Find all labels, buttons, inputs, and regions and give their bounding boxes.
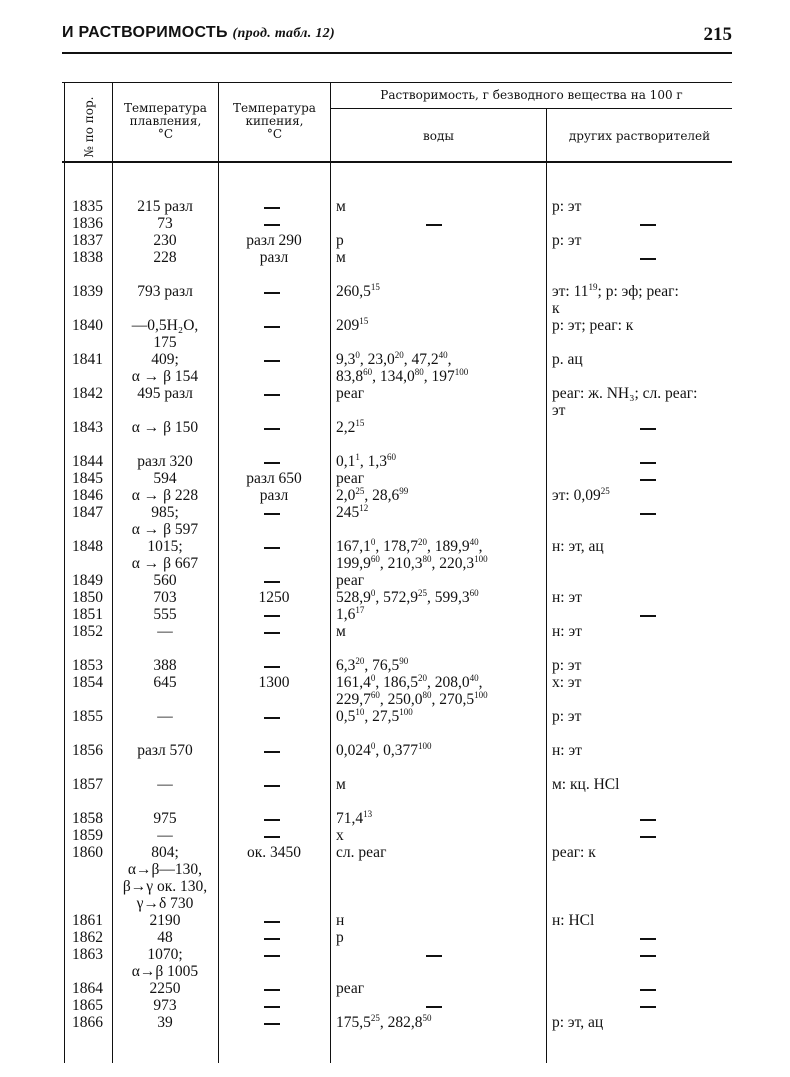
boiling-point-dash xyxy=(264,428,280,430)
solubility-other: н: HCl xyxy=(552,912,595,929)
row-number: 1837 xyxy=(72,232,103,249)
row-number: 1841 xyxy=(72,351,103,368)
boiling-point-dash xyxy=(264,819,280,821)
boiling-point xyxy=(219,742,339,759)
header-solubility: Растворимость, г безводного вещества на 100 г xyxy=(380,88,683,102)
solubility-other: р: эт xyxy=(552,708,582,725)
boiling-point xyxy=(219,1014,339,1031)
solubility-water: реаг xyxy=(336,572,365,589)
row-number: 1846 xyxy=(72,487,103,504)
solubility-other-dash xyxy=(640,479,656,481)
solubility-other xyxy=(552,453,672,470)
solubility-other xyxy=(552,810,672,827)
melting-point: 973 xyxy=(153,997,177,1014)
top-rule xyxy=(62,52,732,54)
melting-point: 215 разл xyxy=(137,198,193,215)
boiling-point xyxy=(219,946,339,963)
row-number: 1845 xyxy=(72,470,103,487)
solubility-other xyxy=(552,946,672,963)
solubility-other-dash xyxy=(640,428,656,430)
solubility-water: реаг xyxy=(336,470,365,487)
melting-point: 1070; xyxy=(147,946,183,963)
header-bottom-rule xyxy=(62,161,732,163)
melting-point: 975 xyxy=(153,810,177,827)
row-number: 1842 xyxy=(72,385,103,402)
row-number: 1858 xyxy=(72,810,103,827)
melting-point: α→β—130, xyxy=(127,861,203,878)
solubility-water: м xyxy=(336,198,346,215)
melting-point: 495 разл xyxy=(137,385,193,402)
melting-point: α → β 597 xyxy=(131,521,199,538)
row-number: 1857 xyxy=(72,776,103,793)
row-number: 1844 xyxy=(72,453,103,470)
row-number: 1851 xyxy=(72,606,103,623)
boiling-point xyxy=(219,504,339,521)
melting-point: — xyxy=(157,827,173,844)
solubility-other xyxy=(552,827,672,844)
melting-point: —0,5H₂O, xyxy=(131,317,199,334)
solubility-other xyxy=(552,997,672,1014)
boiling-point-dash xyxy=(264,513,280,515)
solubility-water: 0,024$^0$, 0,377$^{100}$ xyxy=(336,741,432,759)
boiling-point-dash xyxy=(264,394,280,396)
boiling-point xyxy=(219,810,339,827)
row-number: 1862 xyxy=(72,929,103,946)
boiling-point-dash xyxy=(264,938,280,940)
solubility-other: н: эт xyxy=(552,623,582,640)
row-number: 1839 xyxy=(72,283,103,300)
solubility-other-dash xyxy=(640,955,656,957)
solubility-other xyxy=(552,470,672,487)
melting-point: 594 xyxy=(153,470,177,487)
boiling-point xyxy=(219,997,339,1014)
col-rule-water xyxy=(546,109,547,1063)
row-number: 1836 xyxy=(72,215,103,232)
boiling-point-dash xyxy=(264,1006,280,1008)
solubility-water: 161,4$^0$, 186,5$^{20}$, 208,0$^{40}$, xyxy=(336,673,483,691)
solubility-other: х: эт xyxy=(552,674,582,691)
solubility-other: н: эт, ац xyxy=(552,538,604,555)
solubility-other: м: кц. HCl xyxy=(552,776,620,793)
melting-point: 1015; xyxy=(147,538,183,555)
melting-point: 388 xyxy=(153,657,177,674)
melting-point: разл 570 xyxy=(137,742,193,759)
solubility-other-dash xyxy=(640,1006,656,1008)
melting-point: α → β 150 xyxy=(131,419,199,436)
boiling-point-dash xyxy=(264,921,280,923)
row-number: 1863 xyxy=(72,946,103,963)
boiling-point-dash xyxy=(264,581,280,583)
col-rule-left xyxy=(64,83,65,1063)
solubility-other-dash xyxy=(640,224,656,226)
boiling-point: 1300 xyxy=(258,674,290,691)
row-number: 1865 xyxy=(72,997,103,1014)
boiling-point xyxy=(219,912,339,929)
boiling-point xyxy=(219,215,339,232)
row-number: 1850 xyxy=(72,589,103,606)
melting-point: γ→δ 730 xyxy=(136,895,194,912)
boiling-point: разл xyxy=(259,487,289,504)
melting-point: 560 xyxy=(153,572,177,589)
solubility-other: н: эт xyxy=(552,589,582,606)
melting-point: 48 xyxy=(157,929,173,946)
solubility-water: 175,5$^{25}$, 282,8$^{50}$ xyxy=(336,1013,432,1031)
solubility-other-dash xyxy=(640,462,656,464)
boiling-point xyxy=(219,980,339,997)
boiling-point-dash xyxy=(264,360,280,362)
melting-point: 645 xyxy=(153,674,177,691)
boiling-point-dash xyxy=(264,785,280,787)
header-bp-line-2: кипения, xyxy=(245,114,304,128)
melting-point: α → β 154 xyxy=(131,368,199,385)
boiling-point-dash xyxy=(264,326,280,328)
row-number: 1847 xyxy=(72,504,103,521)
solubility-water: н xyxy=(336,912,345,929)
row-number: 1838 xyxy=(72,249,103,266)
melting-point: α → β 228 xyxy=(131,487,199,504)
solubility-other: р: эт xyxy=(552,657,582,674)
solubility-water: $2,0^{25}$, 28,6$^{99}$ xyxy=(336,486,409,504)
melting-point: β→γ ок. 130, xyxy=(122,878,208,895)
solubility-water: сл. реаг xyxy=(336,844,387,861)
solubility-water: $6,3^{20}$, 76,5$^{90}$ xyxy=(336,656,409,674)
row-number: 1843 xyxy=(72,419,103,436)
melting-point: 409; xyxy=(151,351,179,368)
melting-point: 39 xyxy=(157,1014,173,1031)
melting-point: 2250 xyxy=(149,980,181,997)
boiling-point xyxy=(219,453,339,470)
melting-point: 230 xyxy=(153,232,177,249)
running-head-subtitle: (прод. табл. 12) xyxy=(232,26,335,41)
solubility-water: реаг xyxy=(336,385,365,402)
boiling-point: 1250 xyxy=(258,589,290,606)
solubility-other-dash xyxy=(640,938,656,940)
boiling-point-dash xyxy=(264,292,280,294)
melting-point: α→β 1005 xyxy=(131,963,199,980)
header-mp-line-2: плавления, xyxy=(129,114,202,128)
boiling-point-dash xyxy=(264,717,280,719)
boiling-point-dash xyxy=(264,207,280,209)
solubility-water: $0,5^{10}$, 27,5$^{100}$ xyxy=(336,707,413,725)
melting-point: 804; xyxy=(151,844,179,861)
boiling-point-dash xyxy=(264,836,280,838)
boiling-point xyxy=(219,317,339,334)
boiling-point xyxy=(219,776,339,793)
melting-point: 555 xyxy=(153,606,177,623)
row-number: 1853 xyxy=(72,657,103,674)
boiling-point-dash xyxy=(264,666,280,668)
solubility-other: р: эт, ац xyxy=(552,1014,604,1031)
boiling-point xyxy=(219,623,339,640)
boiling-point-dash xyxy=(264,1023,280,1025)
solubility-other xyxy=(552,504,672,521)
row-number: 1859 xyxy=(72,827,103,844)
boiling-point-dash xyxy=(264,462,280,464)
row-number: 1848 xyxy=(72,538,103,555)
solubility-other: реаг: к xyxy=(552,844,596,861)
solubility-other xyxy=(552,980,672,997)
solubility-other-dash xyxy=(640,513,656,515)
row-number: 1856 xyxy=(72,742,103,759)
header-bp-line-1: Температура xyxy=(233,101,316,115)
solubility-water-dash xyxy=(426,224,442,226)
solubility-other: эт: 0,09$^{25}$ xyxy=(552,486,610,504)
row-number: 1866 xyxy=(72,1014,103,1031)
boiling-point-dash xyxy=(264,955,280,957)
boiling-point xyxy=(219,385,339,402)
boiling-point-dash xyxy=(264,989,280,991)
solubility-water xyxy=(336,997,456,1014)
boiling-point xyxy=(219,198,339,215)
page-number: 215 xyxy=(703,24,732,45)
running-head xyxy=(62,24,732,48)
boiling-point-dash xyxy=(264,632,280,634)
row-number: 1854 xyxy=(72,674,103,691)
solubility-other: р: эт xyxy=(552,232,582,249)
boiling-point xyxy=(219,708,339,725)
solubility-water: 229,7$^{60}$, 250,0$^{80}$, 270,5$^{100}$ xyxy=(336,690,488,708)
solubility-water: м xyxy=(336,776,346,793)
boiling-point: ок. 3450 xyxy=(246,844,302,861)
solubility-water: $1,6^{17}$ xyxy=(336,605,365,623)
solubility-other: к xyxy=(552,300,560,317)
boiling-point-dash xyxy=(264,547,280,549)
solubility-other: р. ац xyxy=(552,351,583,368)
solubility-water xyxy=(336,215,456,232)
row-number: 1852 xyxy=(72,623,103,640)
solubility-other-dash xyxy=(640,836,656,838)
solubility-water: $209^{15}$ xyxy=(336,316,369,334)
solubility-other-dash xyxy=(640,615,656,617)
header-number xyxy=(66,92,112,162)
boiling-point: разл 650 xyxy=(246,470,302,487)
melting-point: 228 xyxy=(153,249,177,266)
melting-point: — xyxy=(157,623,173,640)
melting-point: разл 320 xyxy=(137,453,193,470)
boiling-point-dash xyxy=(264,615,280,617)
row-number: 1861 xyxy=(72,912,103,929)
solubility-water: $9,3^0$, 23,0$^{20}$, 47,2$^{40}$, xyxy=(336,350,452,368)
row-number: 1849 xyxy=(72,572,103,589)
header-mp-line-1: Температура xyxy=(124,101,207,115)
row-number: 1860 xyxy=(72,844,103,861)
solubility-water: $0,1^1$, $1,3^{60}$ xyxy=(336,452,396,470)
solubility-water: х xyxy=(336,827,344,844)
boiling-point-dash xyxy=(264,224,280,226)
running-head-title-text: И РАСТВОРИМОСТЬ xyxy=(62,24,228,41)
row-number: 1864 xyxy=(72,980,103,997)
running-head-title xyxy=(62,24,335,42)
header-boiling-point xyxy=(219,102,330,141)
header-melting-point xyxy=(113,102,218,141)
solubility-other-dash xyxy=(640,989,656,991)
boiling-point xyxy=(219,351,339,368)
solubility-water: 167,1$^0$, 178,7$^{20}$, 189,9$^{40}$, xyxy=(336,537,483,555)
boiling-point xyxy=(219,283,339,300)
solubility-other xyxy=(552,929,672,946)
solubility-water: м xyxy=(336,249,346,266)
boiling-point xyxy=(219,419,339,436)
solubility-water: м xyxy=(336,623,346,640)
solubility-other xyxy=(552,215,672,232)
melting-point: 175 xyxy=(153,334,177,351)
header-other-solvents: других растворителей xyxy=(568,129,711,143)
solubility-water: 71,4$^{13}$ xyxy=(336,809,373,827)
solubility-other xyxy=(552,249,672,266)
row-number: 1855 xyxy=(72,708,103,725)
solubility-other: реаг: ж. NH₃; сл. реаг: xyxy=(552,385,698,402)
boiling-point xyxy=(219,657,339,674)
header-mp-line-3: °С xyxy=(157,127,174,141)
melting-point: 793 разл xyxy=(137,283,193,300)
boiling-point xyxy=(219,606,339,623)
solubility-water xyxy=(336,946,456,963)
boiling-point xyxy=(219,538,339,555)
solubility-water: 83,8$^{60}$, 134,0$^{80}$, $197^{100}$ xyxy=(336,367,469,385)
solubility-water: $245^{12}$ xyxy=(336,503,369,521)
solubility-other: эт: $11^{19}$; р: эф; реаг: xyxy=(552,282,679,300)
solubility-other-dash xyxy=(640,258,656,260)
solubility-other xyxy=(552,419,672,436)
boiling-point: разл 290 xyxy=(246,232,302,249)
boiling-point-dash xyxy=(264,751,280,753)
melting-point: α → β 667 xyxy=(131,555,199,572)
solubility-water: реаг xyxy=(336,980,365,997)
melting-point: — xyxy=(157,776,173,793)
melting-point: 703 xyxy=(153,589,177,606)
header-water: воды xyxy=(423,129,454,143)
sol-subheader-rule xyxy=(331,108,732,109)
row-number: 1840 xyxy=(72,317,103,334)
solubility-water-dash xyxy=(426,1006,442,1008)
solubility-water-dash xyxy=(426,955,442,957)
solubility-water: р xyxy=(336,232,344,249)
solubility-water: 260,5$^{15}$ xyxy=(336,282,380,300)
solubility-other: р: эт xyxy=(552,198,582,215)
melting-point: 73 xyxy=(157,215,173,232)
solubility-other: р: эт; реаг: к xyxy=(552,317,634,334)
boiling-point xyxy=(219,572,339,589)
solubility-other-dash xyxy=(640,819,656,821)
solubility-other: н: эт xyxy=(552,742,582,759)
solubility-water: р xyxy=(336,929,344,946)
solubility-other xyxy=(552,606,672,623)
solubility-water: 199,9$^{60}$, 210,3$^{80}$, 220,3$^{100}$ xyxy=(336,554,488,572)
melting-point: — xyxy=(157,708,173,725)
header-bp-line-3: °С xyxy=(266,127,283,141)
solubility-water: 528,9$^0$, 572,9$^{25}$, 599,3$^{60}$ xyxy=(336,588,479,606)
melting-point: 2190 xyxy=(149,912,181,929)
boiling-point: разл xyxy=(259,249,289,266)
solubility-other: эт xyxy=(552,402,566,419)
row-number: 1835 xyxy=(72,198,103,215)
solubility-water: $2,2^{15}$ xyxy=(336,418,365,436)
boiling-point xyxy=(219,827,339,844)
boiling-point xyxy=(219,929,339,946)
melting-point: 985; xyxy=(151,504,179,521)
header-number-text: № по пор. xyxy=(82,96,96,158)
header-top-rule xyxy=(62,82,732,83)
